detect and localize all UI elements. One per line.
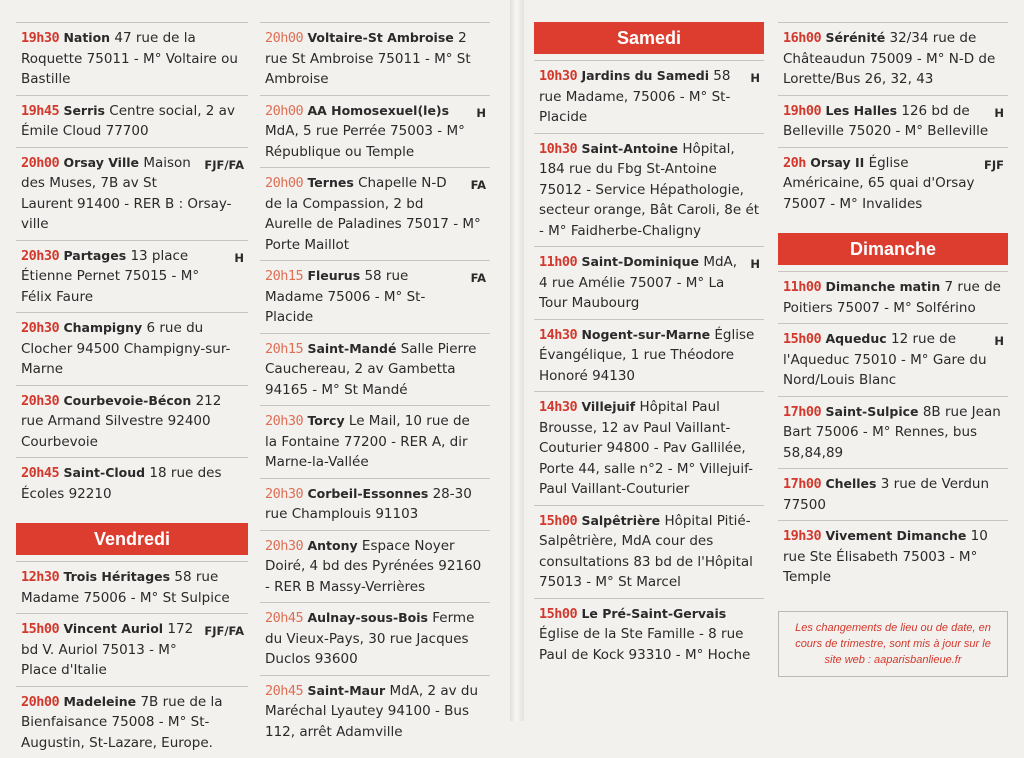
meeting-time: 20h45 <box>265 683 303 699</box>
meeting-name: Torcy <box>307 413 344 428</box>
meeting-name: Courbevoie-Bécon <box>63 393 191 408</box>
meeting-address: 7 rue de Poitiers 75007 - M° Solférino <box>783 279 1001 316</box>
meeting-flag: H <box>994 103 1004 124</box>
meeting-time: 15h00 <box>783 331 821 347</box>
list-vendredi-continued <box>260 22 490 747</box>
day-header-dimanche: Dimanche <box>778 233 1008 265</box>
meeting-name: Vivement Dimanche <box>825 528 966 543</box>
meeting-name: Nogent-sur-Marne <box>581 327 710 342</box>
meeting-time: 20h00 <box>265 30 303 46</box>
meeting-entry <box>260 260 490 333</box>
meeting-entry <box>778 95 1008 147</box>
meeting-address: Espace Noyer Doiré, 4 bd des Pyrénées 92160 - RER B Massy-Verrières <box>265 538 481 595</box>
website-note: Les changements de lieu ou de date, en cours de trimestre, sont mis à jour sur le site web : aaparisbanlieue.fr <box>778 611 1008 677</box>
list-samedi <box>534 60 764 670</box>
meeting-name: Corbeil-Essonnes <box>307 486 428 501</box>
meeting-time: 20h45 <box>265 610 303 626</box>
meeting-address: Salle Pierre Cauchereau, 2 av Gambetta 94165 - M° St Mandé <box>265 341 476 398</box>
meeting-entry <box>260 478 490 530</box>
meeting-entry <box>16 385 248 458</box>
meeting-address: 47 rue de la Roquette 75011 - M° Voltaire ou Bastille <box>21 30 238 87</box>
meeting-address: Hôpital Paul Brousse, 12 av Paul Vaillant-Couturier 94800 - Pav Gallilée, Porte 44, salle n°2 - M° Villejuif-Paul Vaillant-Couturier <box>539 399 753 497</box>
meeting-name: Saint-Antoine <box>581 141 678 156</box>
meeting-name: Madeleine <box>63 694 136 709</box>
meeting-flag: FJF <box>984 155 1004 176</box>
day-header-samedi: Samedi <box>534 22 764 54</box>
meeting-address: 3 rue de Verdun 77500 <box>783 476 989 513</box>
meeting-address: Chapelle N-D de la Compassion, 2 bd Aurelle de Paladines 75017 - M° Porte Maillot <box>265 175 481 253</box>
meeting-flag: H <box>994 331 1004 352</box>
meeting-time: 20h30 <box>265 413 303 429</box>
meeting-entry <box>16 95 248 147</box>
meeting-time: 17h00 <box>783 404 821 420</box>
meeting-address: 28-30 rue Champlouis 91103 <box>265 486 472 523</box>
meeting-address: Le Mail, 10 rue de la Fontaine 77200 - RER A, dir Marne-la-Vallée <box>265 413 470 470</box>
list-vendredi <box>16 561 248 758</box>
meeting-address: MdA, 4 rue Amélie 75007 - M° La Tour Maubourg <box>539 254 737 311</box>
meeting-time: 12h30 <box>21 569 59 585</box>
meeting-entry <box>16 457 248 509</box>
meeting-address: 58 rue Madame, 75006 - M° St-Placide <box>539 68 730 125</box>
meeting-flag: H <box>750 254 760 275</box>
meeting-time: 20h15 <box>265 268 303 284</box>
meeting-entry <box>778 271 1008 323</box>
meeting-time: 19h45 <box>21 103 59 119</box>
meeting-address: 58 rue Madame 75006 - M° St-Placide <box>265 268 425 325</box>
meeting-time: 20h00 <box>21 155 59 171</box>
meeting-name: Saint-Cloud <box>63 465 145 480</box>
meeting-address: MdA, 5 rue Perrée 75003 - M° République ou Temple <box>265 123 465 160</box>
meeting-flag: FJF/FA <box>204 621 244 642</box>
meeting-name: Serris <box>63 103 105 118</box>
meeting-time: 20h30 <box>265 538 303 554</box>
meeting-entry <box>534 319 764 392</box>
meeting-entry <box>260 405 490 478</box>
meeting-entry <box>778 520 1008 593</box>
meeting-address: 13 place Étienne Pernet 75015 - M° Félix Faure <box>21 248 199 305</box>
meeting-name: Dimanche matin <box>825 279 940 294</box>
meeting-entry <box>16 147 248 240</box>
list-weekday-end <box>16 22 248 509</box>
meeting-entry <box>778 396 1008 469</box>
meeting-name: Ternes <box>307 175 353 190</box>
meeting-name: Le Pré-Saint-Gervais <box>581 606 726 621</box>
meeting-time: 20h30 <box>265 486 303 502</box>
meeting-name: Voltaire-St Ambroise <box>307 30 453 45</box>
meeting-time: 15h00 <box>21 621 59 637</box>
meeting-name: Orsay II <box>810 155 864 170</box>
meeting-time: 20h00 <box>21 694 59 710</box>
meeting-time: 20h <box>783 155 806 171</box>
meeting-entry <box>16 613 248 686</box>
meeting-address: 172 bd V. Auriol 75013 - M° Place d'Italie <box>21 621 193 678</box>
meeting-name: Partages <box>63 248 126 263</box>
meeting-time: 20h30 <box>21 248 59 264</box>
meeting-flag: H <box>234 248 244 269</box>
meeting-time: 16h00 <box>783 30 821 46</box>
meeting-time: 20h00 <box>265 103 303 119</box>
meeting-address: Ferme du Vieux-Pays, 30 rue Jacques Duclos 93600 <box>265 610 474 667</box>
meeting-time: 10h30 <box>539 141 577 157</box>
meeting-address: Église Américaine, 65 quai d'Orsay 75007 - M° Invalides <box>783 155 975 212</box>
meeting-time: 15h00 <box>539 606 577 622</box>
meeting-entry <box>16 240 248 313</box>
meeting-time: 20h15 <box>265 341 303 357</box>
meeting-address: 32/34 rue de Châteaudun 75009 - M° N-D de Lorette/Bus 26, 32, 43 <box>783 30 995 87</box>
meeting-time: 14h30 <box>539 327 577 343</box>
list-dimanche <box>778 271 1008 593</box>
meeting-time: 10h30 <box>539 68 577 84</box>
meeting-name: Saint-Mandé <box>307 341 396 356</box>
meeting-name: Vincent Auriol <box>63 621 163 636</box>
meeting-name: Champigny <box>63 320 142 335</box>
meeting-entry <box>260 675 490 748</box>
meeting-time: 20h30 <box>21 393 59 409</box>
meeting-address: 212 rue Armand Silvestre 92400 Courbevoie <box>21 393 221 450</box>
meeting-time: 19h30 <box>21 30 59 46</box>
meeting-entry <box>16 686 248 758</box>
meeting-flag: FA <box>471 175 486 196</box>
meeting-entry <box>534 505 764 598</box>
meeting-address: MdA, 2 av du Maréchal Lyautey 94100 - Bus 112, arrêt Adamville <box>265 683 478 740</box>
meeting-name: Trois Héritages <box>63 569 170 584</box>
meeting-name: Nation <box>63 30 110 45</box>
meeting-address: 18 rue des Écoles 92210 <box>21 465 222 502</box>
meeting-entry <box>16 22 248 95</box>
meeting-address: Hôpital, 184 rue du Fbg St-Antoine 75012 - Service Hépathologie, secteur orange, Bât Caroli, 8e ét - M° Faidherbe-Chaligny <box>539 141 759 239</box>
meeting-address: 8B rue Jean Bart 75006 - M° Rennes, bus 58,84,89 <box>783 404 1001 461</box>
meeting-address: Maison des Muses, 7B av St Laurent 91400 - RER B : Orsay-ville <box>21 155 232 233</box>
meeting-name: Orsay Ville <box>63 155 139 170</box>
meeting-name: Salpêtrière <box>581 513 660 528</box>
meeting-flag: H <box>476 103 486 124</box>
meeting-time: 11h00 <box>539 254 577 270</box>
meeting-time: 17h00 <box>783 476 821 492</box>
meeting-time: 20h30 <box>21 320 59 336</box>
meeting-address: 6 rue du Clocher 94500 Champigny-sur-Marne <box>21 320 230 377</box>
list-samedi-continued <box>778 22 1008 219</box>
meeting-entry <box>260 530 490 603</box>
meeting-entry <box>260 333 490 406</box>
meeting-entry <box>16 561 248 613</box>
meeting-entry <box>260 95 490 168</box>
meeting-name: Aqueduc <box>825 331 886 346</box>
meeting-entry <box>534 133 764 247</box>
meeting-flag: FA <box>471 268 486 289</box>
column-3 <box>534 22 764 670</box>
meeting-entry <box>534 246 764 319</box>
meeting-time: 20h45 <box>21 465 59 481</box>
meeting-name: Saint-Maur <box>307 683 385 698</box>
meeting-address: 10 rue Ste Élisabeth 75003 - M° Temple <box>783 528 988 585</box>
meeting-time: 19h00 <box>783 103 821 119</box>
meeting-time: 20h00 <box>265 175 303 191</box>
meeting-flag: FJF/FA <box>204 155 244 176</box>
meeting-name: AA Homosexuel(le)s <box>307 103 449 118</box>
meeting-entry <box>778 147 1008 220</box>
meeting-name: Chelles <box>825 476 876 491</box>
meeting-entry <box>260 22 490 95</box>
meeting-time: 11h00 <box>783 279 821 295</box>
meeting-entry <box>778 323 1008 396</box>
column-1 <box>16 22 248 758</box>
meeting-name: Sérénité <box>825 30 885 45</box>
day-header-vendredi: Vendredi <box>16 523 248 555</box>
meeting-time: 15h00 <box>539 513 577 529</box>
meeting-entry <box>534 391 764 505</box>
meeting-address: Église Évangélique, 1 rue Théodore Honoré 94130 <box>539 327 754 384</box>
meeting-name: Saint-Sulpice <box>825 404 918 419</box>
meeting-entry <box>778 468 1008 520</box>
meeting-time: 19h30 <box>783 528 821 544</box>
page-fold <box>510 0 524 721</box>
meeting-entry <box>260 167 490 260</box>
meeting-entry <box>534 598 764 671</box>
meeting-entry <box>260 602 490 675</box>
meeting-address: 58 rue Madame 75006 - M° St Sulpice <box>21 569 230 606</box>
meeting-address: Centre social, 2 av Émile Cloud 77700 <box>21 103 235 140</box>
meeting-name: Antony <box>307 538 357 553</box>
meeting-name: Les Halles <box>825 103 897 118</box>
column-4 <box>778 22 1008 677</box>
meeting-address: Hôpital Pitié-Salpêtrière, MdA cour des consultations 83 bd de l'Hôpital 75013 - M° St Marcel <box>539 513 753 591</box>
meeting-entry <box>778 22 1008 95</box>
column-2 <box>260 22 490 747</box>
meeting-address: 12 rue de l'Aqueduc 75010 - M° Gare du Nord/Louis Blanc <box>783 331 987 388</box>
meeting-name: Villejuif <box>581 399 635 414</box>
meeting-address: 2 rue St Ambroise 75011 - M° St Ambroise <box>265 30 471 87</box>
meeting-name: Aulnay-sous-Bois <box>307 610 428 625</box>
meeting-entry <box>534 60 764 133</box>
meeting-address: 7B rue de la Bienfaisance 75008 - M° St-Augustin, St-Lazare, Europe. <box>21 694 223 751</box>
meeting-time: 14h30 <box>539 399 577 415</box>
meeting-name: Saint-Dominique <box>581 254 699 269</box>
meeting-name: Jardins du Samedi <box>581 68 709 83</box>
meeting-entry <box>16 312 248 385</box>
meeting-name: Fleurus <box>307 268 360 283</box>
meeting-address: 126 bd de Belleville 75020 - M° Belleville <box>783 103 988 140</box>
meeting-flag: H <box>750 68 760 89</box>
meeting-address: Église de la Ste Famille - 8 rue Paul de Kock 93310 - M° Hoche <box>539 626 750 663</box>
